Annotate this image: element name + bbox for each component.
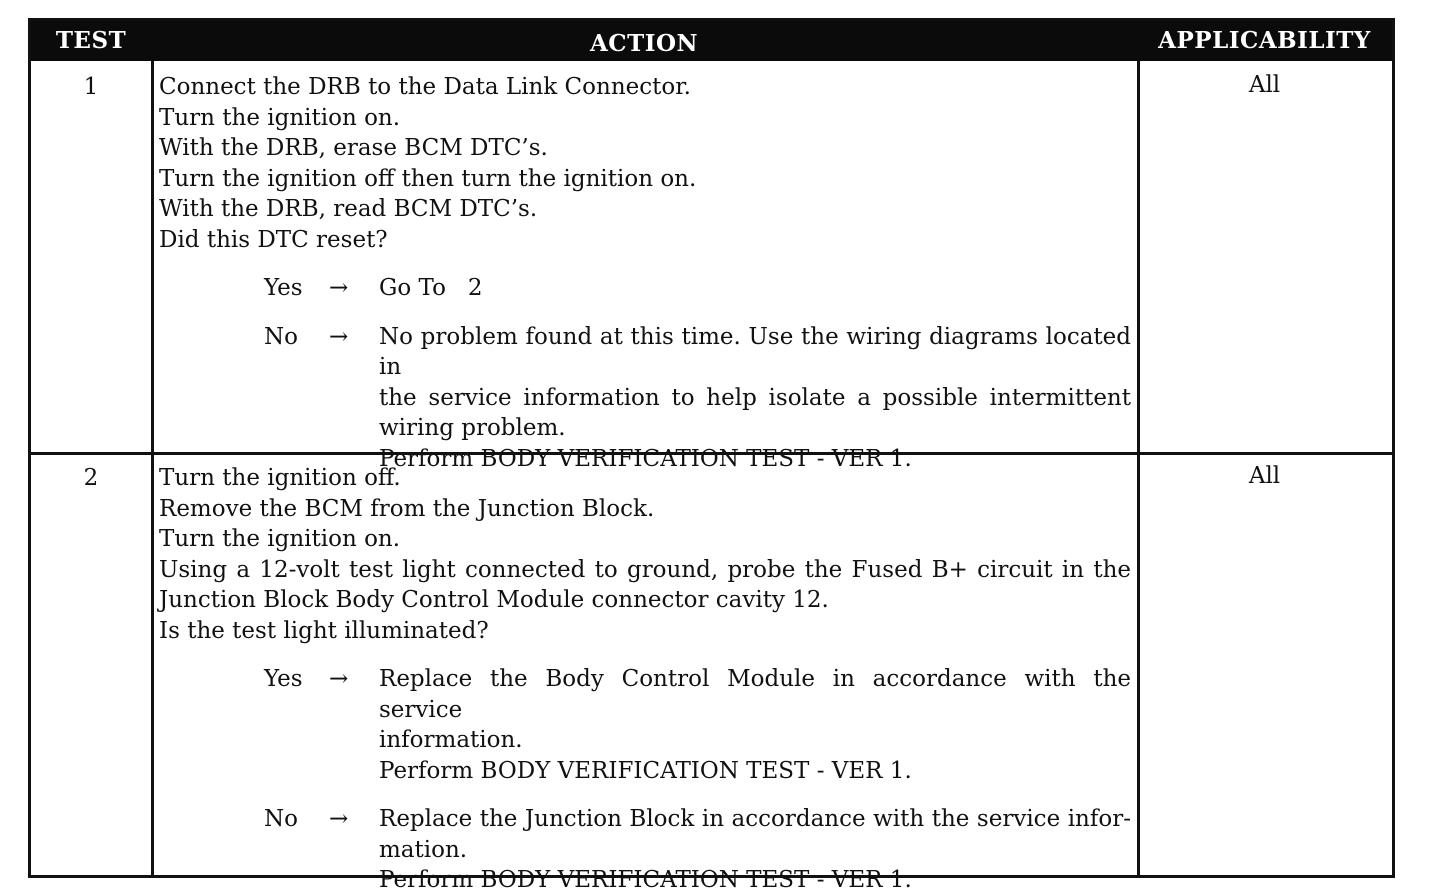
- no-label: No: [264, 323, 298, 350]
- action-step: Remove the BCM from the Junction Block.: [159, 495, 655, 522]
- header-action: ACTION: [589, 30, 699, 57]
- arrow-icon: →: [329, 275, 349, 301]
- no-result-line: wiring problem.: [379, 415, 566, 441]
- diagnostic-test-table: [28, 18, 1395, 893]
- no-result-line: the service information to help isolate a possible intermittent: [379, 384, 1131, 411]
- action-step: With the DRB, erase BCM DTC’s.: [159, 135, 548, 161]
- yes-label: Yes: [264, 666, 303, 692]
- action-question: Did this DTC reset?: [159, 226, 388, 253]
- table-row: [31, 455, 1392, 893]
- action-step: Connect the DRB to the Data Link Connector.: [159, 74, 691, 100]
- no-label: No: [264, 806, 298, 832]
- table-header: [31, 21, 1392, 61]
- yes-result-line: Perform BODY VERIFICATION TEST - VER 1.: [379, 757, 912, 784]
- action-question: Is the test light illuminated?: [159, 617, 489, 644]
- action-step: Using a 12-volt test light connected to ground, probe the Fused B+ circuit in the: [159, 556, 1131, 583]
- arrow-icon: →: [329, 806, 349, 832]
- action-step: Junction Block Body Control Module connector cavity 12.: [159, 587, 829, 613]
- no-result-line: Perform BODY VERIFICATION TEST - VER 1.: [379, 445, 912, 472]
- header-test: TEST: [55, 27, 127, 54]
- action-step: Turn the ignition off then turn the ignition on.: [159, 165, 697, 192]
- yes-label: Yes: [264, 275, 303, 301]
- action-step: With the DRB, read BCM DTC’s.: [159, 196, 538, 222]
- no-result: [379, 322, 1131, 475]
- no-result-line: No problem found at this time. Use the wiring diagrams located in: [379, 323, 1131, 380]
- arrow-icon: →: [329, 323, 349, 350]
- no-result: [379, 804, 1131, 896]
- no-result-line: mation.: [379, 836, 468, 863]
- no-answer: [159, 804, 1131, 896]
- yes-result-line: information.: [379, 727, 523, 753]
- action-cell: [159, 463, 1131, 896]
- header-applicability: APPLICABILITY: [1158, 27, 1371, 54]
- yes-result: [379, 273, 1131, 304]
- applicability-value: All: [1248, 463, 1281, 489]
- test-number: 1: [83, 74, 99, 100]
- applicability-value: All: [1248, 72, 1281, 98]
- arrow-icon: →: [329, 666, 349, 692]
- action-cell: [159, 72, 1131, 474]
- action-step: Turn the ignition off.: [159, 465, 401, 491]
- table-row: [31, 64, 1392, 472]
- yes-result: [379, 664, 1131, 786]
- no-result-line: Perform BODY VERIFICATION TEST - VER 1.: [379, 867, 912, 893]
- no-result-line: Replace the Junction Block in accordance with the service infor-: [379, 806, 1131, 832]
- test-number: 2: [83, 465, 99, 491]
- action-step: Turn the ignition on.: [159, 526, 401, 552]
- yes-answer: [159, 664, 1131, 786]
- action-step: Turn the ignition on.: [159, 104, 401, 131]
- yes-result-line: Replace the Body Control Module in accordance with the service: [379, 666, 1131, 723]
- yes-result-line: Go To 2: [379, 275, 483, 301]
- yes-answer: [159, 273, 1131, 304]
- no-answer: [159, 322, 1131, 475]
